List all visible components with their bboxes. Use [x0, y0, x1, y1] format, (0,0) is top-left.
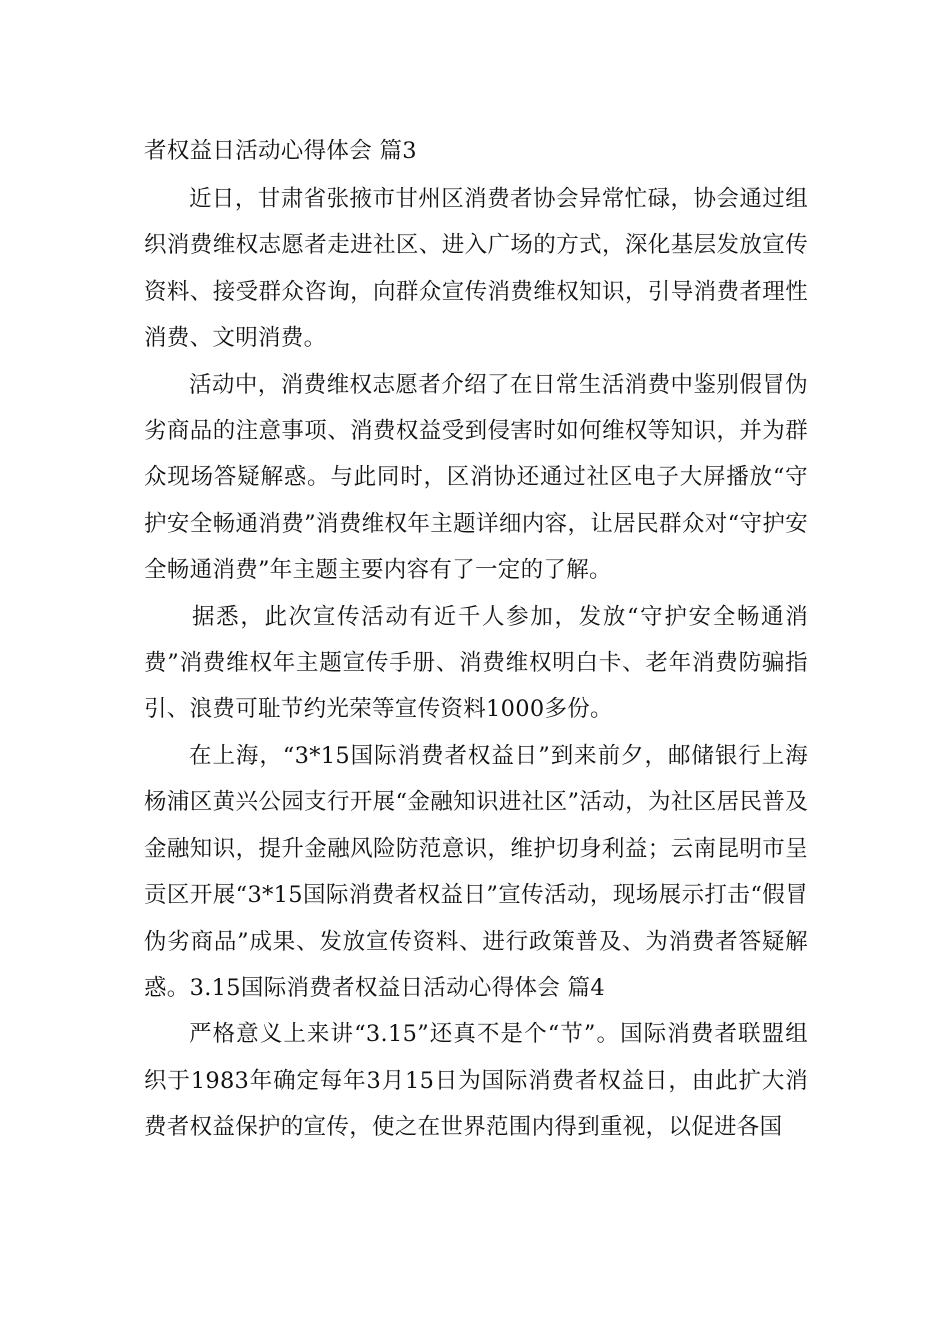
- paragraph-3: 据悉，此次宣传活动有近千人参加，发放“守护安全畅通消费”消费维权年主题宣传手册、消费维权明白卡、老年消费防骗指引、浪费可耻节约光荣等宣传资料1000多份。: [144, 603, 808, 723]
- paragraph-2: 活动中，消费维权志愿者介绍了在日常生活消费中鉴别假冒伪劣商品的注意事项、消费权益受到侵害时如何维权等知识，并为群众现场答疑解惑。与此同时，区消协还通过社区电子大屏播放“守护安全畅通消费”消费维权年主题详细内容，让居民群众对“守护安全畅通消费”年主题主要内容有了一定的了解。: [144, 371, 808, 584]
- paragraph-4: 在上海，“3*15国际消费者权益日”到来前夕，邮储银行上海杨浦区黄兴公园支行开展“金融知识进社区”活动，为社区居民普及金融知识，提升金融风险防范意识，维护切身利益；云南昆明市呈贡区开展“3*15国际消费者权益日”宣传活动，现场展示打击“假冒伪劣商品”成果、发放宣传资料、进行政策普及、为消费者答疑解惑。3.15国际消费者权益日活动心得体会 篇4: [144, 742, 808, 1001]
- document-page: [144, 128, 808, 1151]
- paragraph-5: 严格意义上来讲“3.15”还真不是个“节”。国际消费者联盟组织于1983年确定每年3月15日为国际消费者权益日，由此扩大消费者权益保护的宣传，使之在世界范围内得到重视，以促进各国: [144, 1021, 808, 1141]
- section-heading: 者权益日活动心得体会 篇3: [144, 138, 417, 164]
- paragraph-1: 近日，甘肃省张掖市甘州区消费者协会异常忙碌，协会通过组织消费维权志愿者走进社区、进入广场的方式，深化基层发放宣传资料、接受群众咨询，向群众宣传消费维权知识，引导消费者理性消费、文明消费。: [144, 186, 808, 352]
